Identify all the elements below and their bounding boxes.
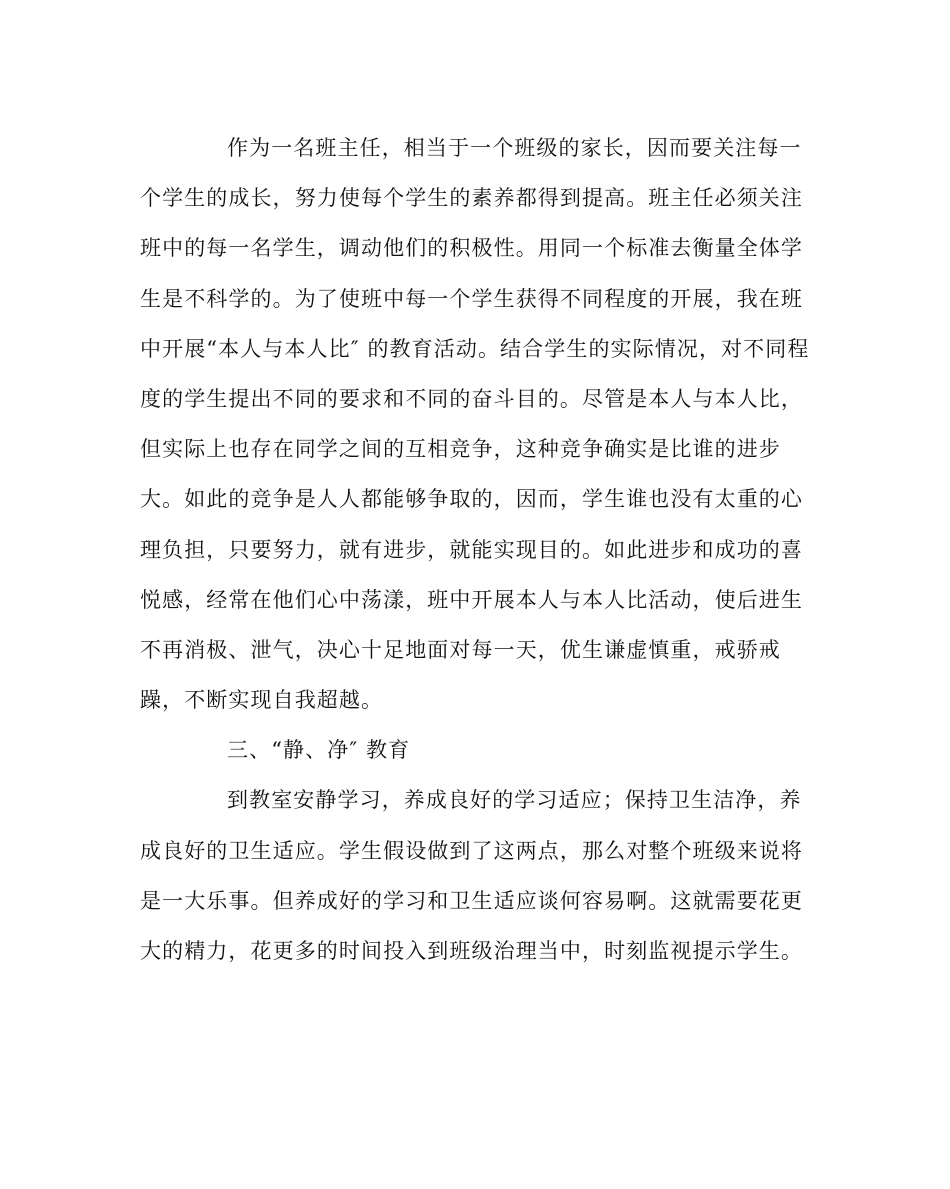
text-line: 成良好的卫生适应。学生假设做到了这两点，那么对整个班级来说将 xyxy=(140,838,803,863)
document-body xyxy=(140,123,820,976)
heading-line: 三、“静、净″ 教育 xyxy=(227,738,411,763)
text-line: 大。如此的竞争是人人都能够争取的，因而，学生谁也没有太重的心 xyxy=(140,487,803,512)
paragraph-quiet-clean xyxy=(140,775,820,976)
text-line: 理负担，只要努力，就有进步，就能实现目的。如此进步和成功的喜 xyxy=(140,537,803,562)
text-line: 度的学生提出不同的要求和不同的奋斗目的。尽管是本人与本人比， xyxy=(140,386,803,411)
text-line: 躁，不断实现自我超越。 xyxy=(140,688,384,713)
section-heading xyxy=(140,725,820,775)
text-line: 班中的每一名学生，调动他们的积极性。用同一个标准去衡量全体学 xyxy=(140,236,803,261)
text-line: 生是不科学的。为了使班中每一个学生获得不同程度的开展，我在班 xyxy=(140,286,803,311)
text-line: 但实际上也存在同学之间的互相竞争，这种竞争确实是比谁的进步 xyxy=(140,437,781,462)
text-line: 到教室安静学习，养成良好的学习适应；保持卫生洁净，养 xyxy=(227,788,802,813)
text-line: 不再消极、泄气，决心十足地面对每一天，优生谦虚慎重，戒骄戒 xyxy=(140,637,781,662)
text-line: 个学生的成长，努力使每个学生的素养都得到提高。班主任必须关注 xyxy=(140,186,803,211)
text-line: 悦感，经常在他们心中荡漾，班中开展本人与本人比活动，使后进生 xyxy=(140,587,803,612)
text-line: 大的精力，花更多的时间投入到班级治理当中，时刻监视提示学生。 xyxy=(140,939,803,963)
text-line: 是一大乐事。但养成好的学习和卫生适应谈何容易啊。这就需要花更 xyxy=(140,888,803,913)
paragraph-self-comparison xyxy=(140,123,820,725)
text-line: 中开展“本人与本人比″ 的教育活动。结合学生的实际情况，对不同程 xyxy=(140,336,810,361)
text-line: 作为一名班主任，相当于一个班级的家长，因而要关注每一 xyxy=(227,136,802,160)
